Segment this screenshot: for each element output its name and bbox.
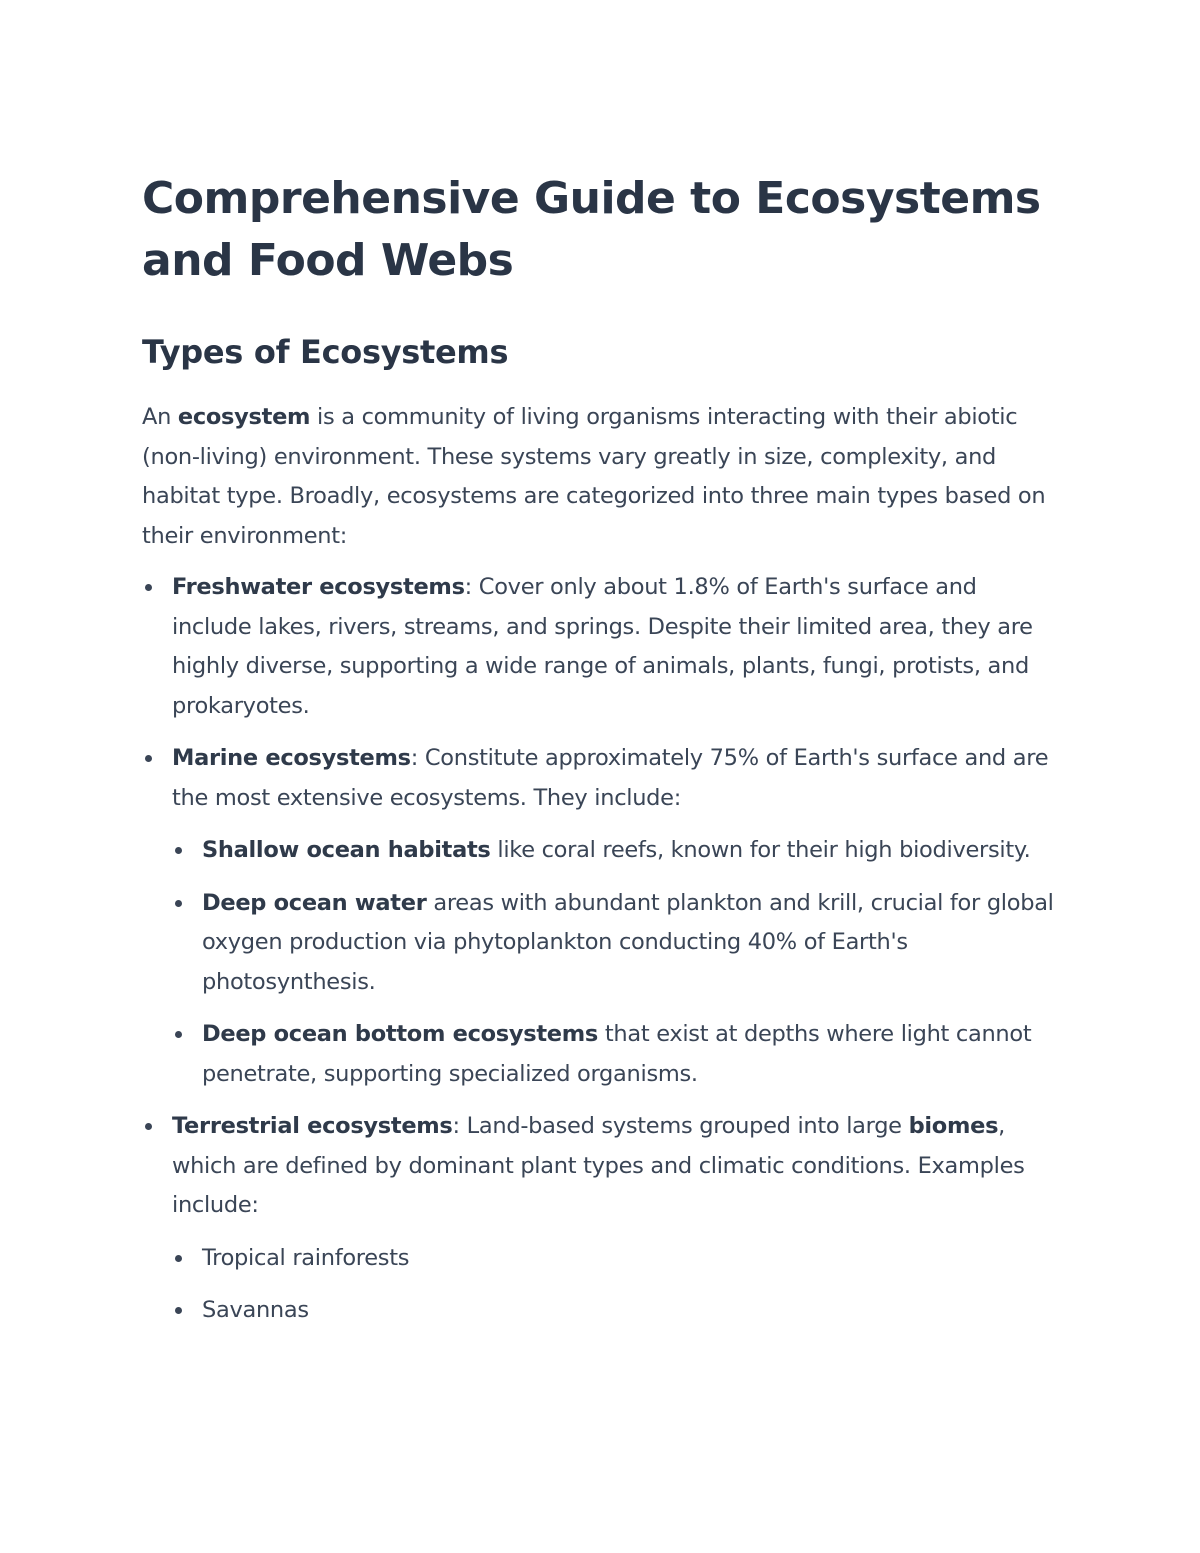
bullet-icon — [175, 900, 182, 907]
sub-list-item-text: that exist at depths where light cannot penetrate, supporting specialized organisms. — [202, 1021, 1032, 1087]
list-item-term: Marine ecosystems — [172, 745, 411, 771]
document-page — [142, 168, 1062, 1344]
sub-list-item — [172, 831, 1062, 871]
terrestrial-examples-list — [172, 1239, 1062, 1331]
sub-list-item-text: Savannas — [202, 1297, 309, 1323]
page-title: Comprehensive Guide to Ecosystems and Food Webs — [142, 173, 1041, 286]
bullet-icon — [175, 1307, 182, 1314]
sub-list-item — [172, 1239, 1062, 1279]
bullet-icon — [145, 584, 152, 591]
biomes-term: biomes — [908, 1113, 999, 1139]
list-item-text-continued: , which are defined by dominant plant types and climatic conditions. Examples include: — [172, 1113, 1025, 1218]
sub-list-item-text: Tropical rainforests — [202, 1244, 410, 1271]
sub-list-item-term: Shallow ocean habitats — [202, 837, 491, 863]
ecosystem-types-list — [142, 568, 1062, 1331]
list-item-text: : Land-based systems grouped into large — [452, 1113, 909, 1139]
sub-list-item — [172, 1291, 1062, 1331]
bullet-icon — [175, 1031, 182, 1038]
intro-term: ecosystem — [177, 404, 311, 430]
list-item-marine — [142, 739, 1062, 1094]
bullet-icon — [145, 1123, 152, 1130]
sub-list-item-text: areas with abundant plankton and krill, crucial for global oxygen production via phytoplankton conducting 40% of Earth's photosynthesis. — [202, 889, 1054, 995]
sub-list-item — [172, 1015, 1062, 1094]
intro-text: is a community of living organisms interacting with their abiotic (non-living) environment. These systems vary greatly in size, complexity, and habitat type. Broadly, ecosystems are categorized into three main types based on their environment: — [142, 404, 1046, 549]
sub-list-item-term: Deep ocean bottom ecosystems — [202, 1021, 598, 1047]
intro-prefix: An — [142, 404, 178, 430]
section-heading: Types of Ecosystems — [142, 333, 509, 371]
intro-paragraph — [142, 398, 1062, 556]
sub-list-item-text: like coral reefs, known for their high biodiversity. — [490, 837, 1031, 863]
list-item-terrestrial — [142, 1107, 1062, 1331]
sub-list-item — [172, 884, 1062, 1003]
marine-subtypes-list — [172, 831, 1062, 1094]
bullet-icon — [175, 847, 182, 854]
list-item-text: : Cover only about 1.8% of Earth's surface and include lakes, rivers, streams, and springs. Despite their limited area, they are highly diverse, supporting a wide range of animals, plants, fungi, protists, and prokaryotes. — [172, 574, 1033, 719]
bullet-icon — [145, 755, 152, 762]
bullet-icon — [175, 1255, 182, 1262]
list-item-term: Terrestrial ecosystems — [172, 1113, 453, 1139]
sub-list-item-term: Deep ocean water — [202, 889, 427, 916]
list-item-freshwater — [142, 568, 1062, 726]
list-item-term: Freshwater ecosystems — [172, 574, 465, 600]
list-item-text: : Constitute approximately 75% of Earth's surface and are the most extensive ecosystems. They include: — [172, 745, 1049, 811]
